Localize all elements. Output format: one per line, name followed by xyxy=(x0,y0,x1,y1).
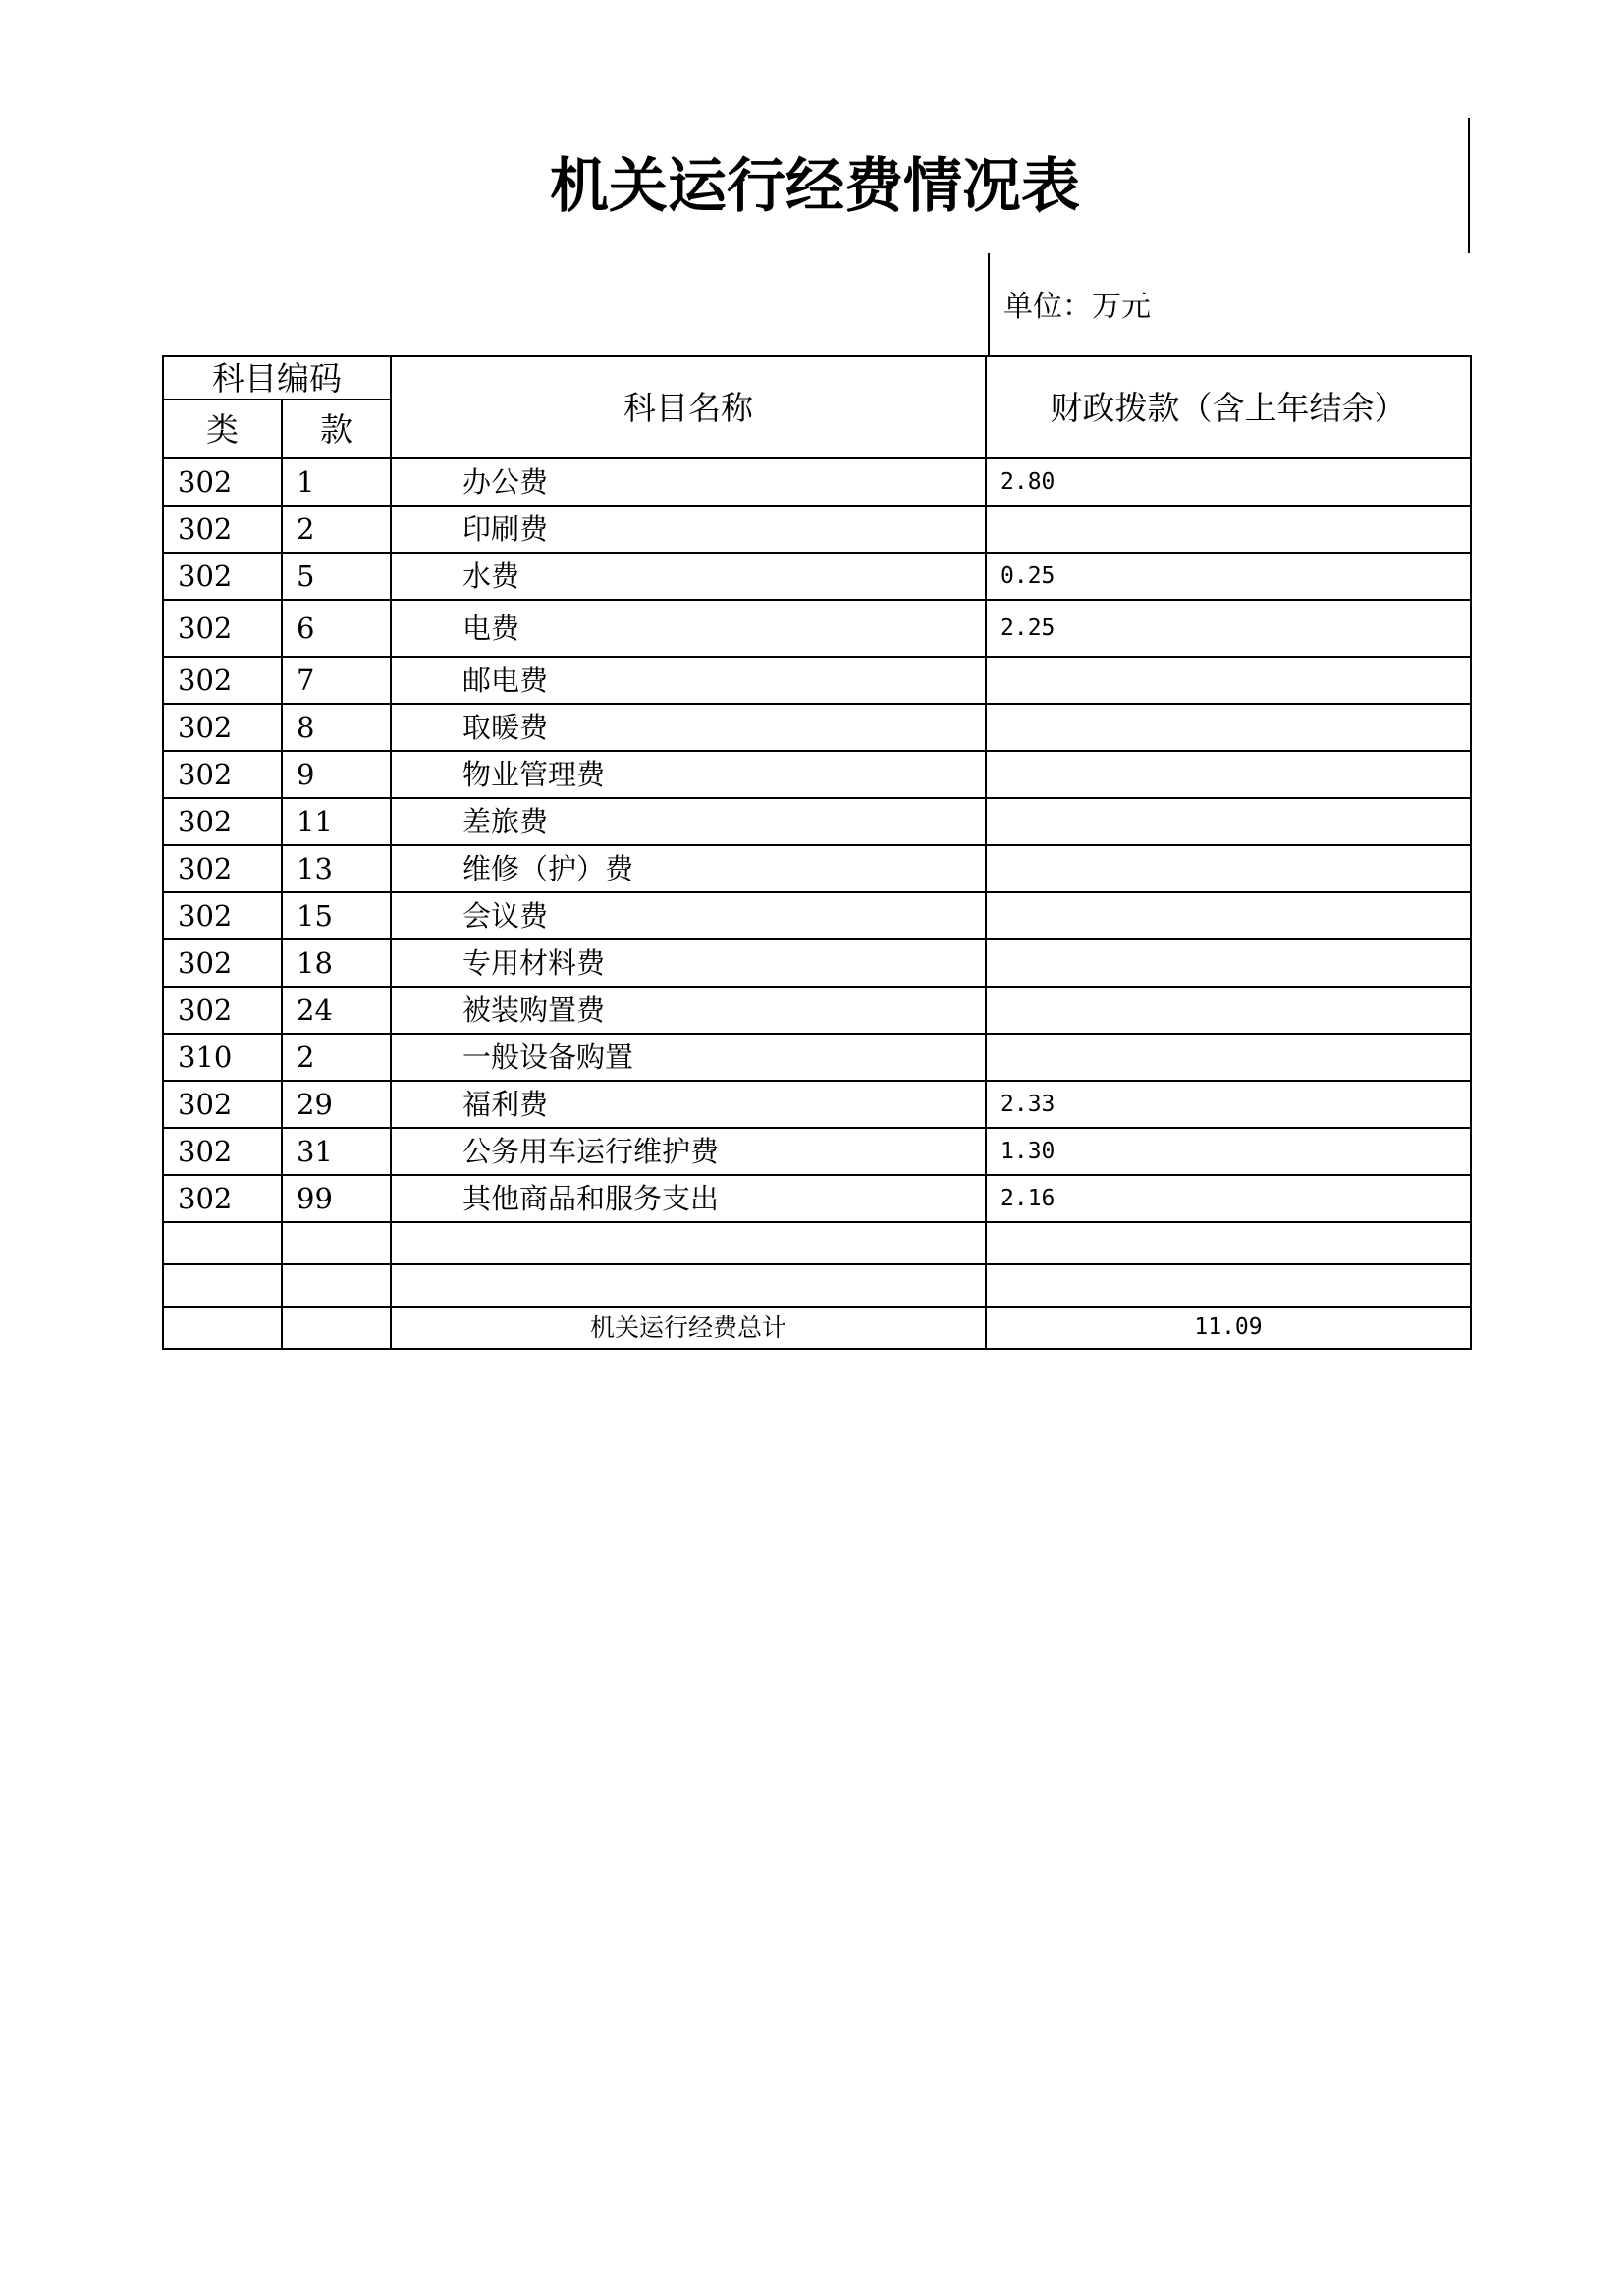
cell-amount: 1.30 xyxy=(986,1128,1471,1175)
table-row xyxy=(163,458,1471,506)
cell-amount xyxy=(986,987,1471,1034)
cell-name: 办公费 xyxy=(391,458,986,506)
table-row xyxy=(163,704,1471,751)
cell-name: 邮电费 xyxy=(391,657,986,704)
cell-class: 302 xyxy=(163,939,282,987)
cell-item: 24 xyxy=(282,987,391,1034)
unit-divider xyxy=(988,253,990,355)
cell-amount xyxy=(986,1034,1471,1081)
empty-cell xyxy=(282,1264,391,1307)
cell-class: 302 xyxy=(163,892,282,939)
cell-name: 一般设备购置 xyxy=(391,1034,986,1081)
header-item: 款 xyxy=(282,400,391,458)
table-row xyxy=(163,553,1471,600)
empty-cell xyxy=(163,1307,282,1349)
empty-cell xyxy=(986,1264,1471,1307)
table-row xyxy=(163,1128,1471,1175)
cell-name: 电费 xyxy=(391,600,986,657)
table-row xyxy=(163,987,1471,1034)
cell-name: 水费 xyxy=(391,553,986,600)
cell-class: 302 xyxy=(163,600,282,657)
empty-cell xyxy=(282,1222,391,1264)
cell-item: 13 xyxy=(282,845,391,892)
page-title: 机关运行经费情况表 xyxy=(550,152,1080,221)
cell-name: 差旅费 xyxy=(391,798,986,845)
cell-amount: 2.33 xyxy=(986,1081,1471,1128)
cell-item: 9 xyxy=(282,751,391,798)
table-row xyxy=(163,657,1471,704)
cell-class: 302 xyxy=(163,458,282,506)
cell-item: 99 xyxy=(282,1175,391,1222)
table-row xyxy=(163,892,1471,939)
table-row xyxy=(163,798,1471,845)
cell-item: 1 xyxy=(282,458,391,506)
unit-label: 单位：万元 xyxy=(1003,290,1151,324)
empty-cell xyxy=(391,1264,986,1307)
cell-name: 公务用车运行维护费 xyxy=(391,1128,986,1175)
cell-name: 其他商品和服务支出 xyxy=(391,1175,986,1222)
total-row xyxy=(163,1307,1471,1349)
cell-name: 维修（护）费 xyxy=(391,845,986,892)
cell-amount xyxy=(986,657,1471,704)
empty-cell xyxy=(986,1222,1471,1264)
empty-cell xyxy=(391,1222,986,1264)
margin-rule xyxy=(1468,118,1470,253)
cell-name: 被装购置费 xyxy=(391,987,986,1034)
header-code-group: 科目编码 xyxy=(163,356,391,400)
cell-amount xyxy=(986,845,1471,892)
cell-class: 302 xyxy=(163,798,282,845)
cell-class: 302 xyxy=(163,751,282,798)
cell-class: 302 xyxy=(163,704,282,751)
table-row xyxy=(163,845,1471,892)
cell-item: 18 xyxy=(282,939,391,987)
cell-class: 310 xyxy=(163,1034,282,1081)
cell-item: 2 xyxy=(282,506,391,553)
empty-row xyxy=(163,1222,1471,1264)
total-label: 机关运行经费总计 xyxy=(391,1307,986,1349)
cell-amount: 2.25 xyxy=(986,600,1471,657)
cell-amount: 2.80 xyxy=(986,458,1471,506)
empty-cell xyxy=(282,1307,391,1349)
cell-name: 会议费 xyxy=(391,892,986,939)
table-row xyxy=(163,751,1471,798)
cell-name: 取暖费 xyxy=(391,704,986,751)
cell-item: 2 xyxy=(282,1034,391,1081)
cell-class: 302 xyxy=(163,657,282,704)
cell-name: 印刷费 xyxy=(391,506,986,553)
cell-amount xyxy=(986,939,1471,987)
cell-amount xyxy=(986,704,1471,751)
table-row xyxy=(163,506,1471,553)
cell-class: 302 xyxy=(163,1175,282,1222)
cell-item: 5 xyxy=(282,553,391,600)
cell-class: 302 xyxy=(163,506,282,553)
empty-cell xyxy=(163,1264,282,1307)
header-name: 科目名称 xyxy=(391,356,986,458)
header-class: 类 xyxy=(163,400,282,458)
cell-amount: 2.16 xyxy=(986,1175,1471,1222)
cell-class: 302 xyxy=(163,1128,282,1175)
table-row xyxy=(163,1175,1471,1222)
cell-name: 专用材料费 xyxy=(391,939,986,987)
cell-name: 福利费 xyxy=(391,1081,986,1128)
table-row xyxy=(163,939,1471,987)
empty-row xyxy=(163,1264,1471,1307)
cell-class: 302 xyxy=(163,845,282,892)
table-body xyxy=(163,356,1471,1349)
cell-item: 7 xyxy=(282,657,391,704)
table-row xyxy=(163,1081,1471,1128)
cell-item: 6 xyxy=(282,600,391,657)
expense-table xyxy=(162,355,1472,1350)
cell-item: 11 xyxy=(282,798,391,845)
cell-amount xyxy=(986,751,1471,798)
cell-item: 31 xyxy=(282,1128,391,1175)
cell-name: 物业管理费 xyxy=(391,751,986,798)
cell-amount xyxy=(986,506,1471,553)
cell-item: 8 xyxy=(282,704,391,751)
cell-amount xyxy=(986,892,1471,939)
total-amount: 11.09 xyxy=(986,1307,1471,1349)
table-row xyxy=(163,600,1471,657)
cell-item: 15 xyxy=(282,892,391,939)
cell-amount: 0.25 xyxy=(986,553,1471,600)
empty-cell xyxy=(163,1222,282,1264)
cell-amount xyxy=(986,798,1471,845)
header-amount: 财政拨款（含上年结余） xyxy=(986,356,1471,458)
cell-class: 302 xyxy=(163,1081,282,1128)
cell-class: 302 xyxy=(163,553,282,600)
cell-class: 302 xyxy=(163,987,282,1034)
table-row xyxy=(163,1034,1471,1081)
cell-item: 29 xyxy=(282,1081,391,1128)
